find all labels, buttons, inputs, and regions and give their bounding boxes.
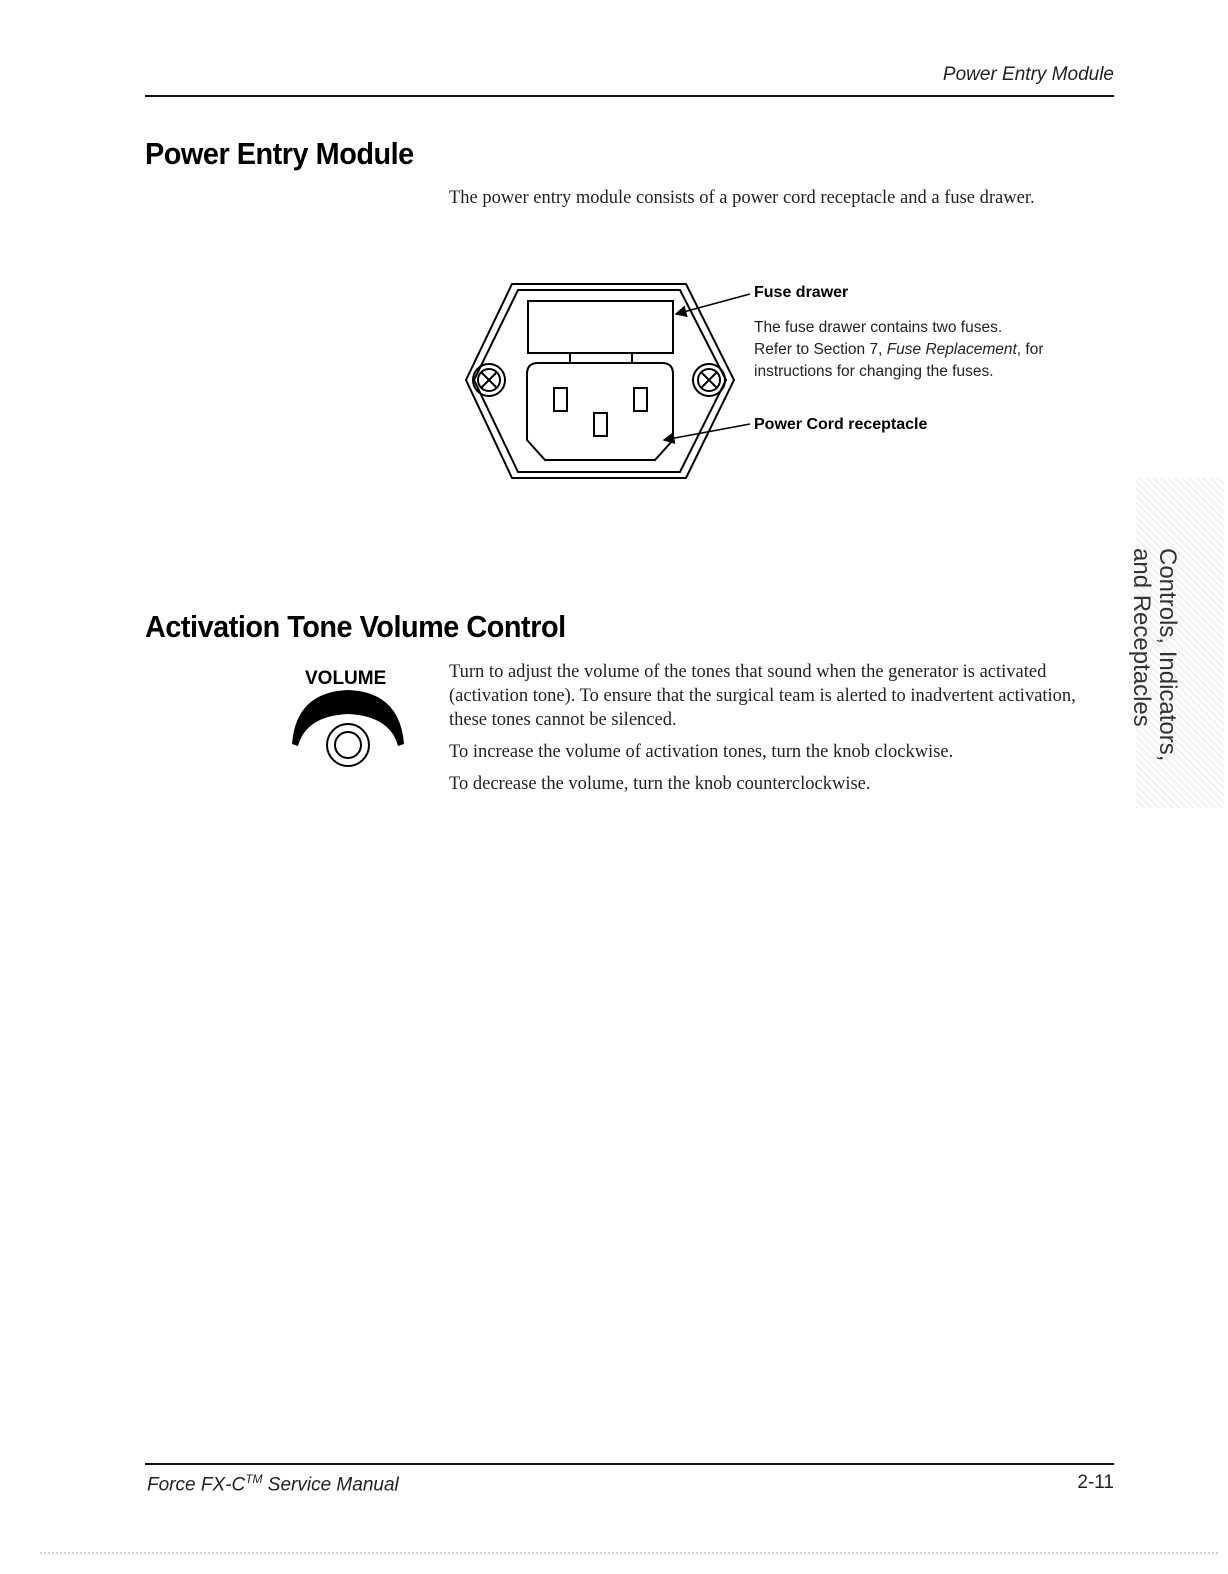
section-heading-power-entry: Power Entry Module xyxy=(145,136,414,171)
power-entry-intro: The power entry module consists of a power cord receptacle and a fuse drawer. xyxy=(449,188,1035,208)
footer-manual-title xyxy=(147,1472,399,1496)
scan-edge xyxy=(40,1552,1220,1554)
volume-para-increase: To increase the volume of activation tones, turn the knob clockwise. xyxy=(449,742,954,762)
fuse-callout-line xyxy=(754,339,1074,361)
power-cord-receptacle-callout: Power Cord receptacle xyxy=(754,416,928,433)
volume-knob-label: VOLUME xyxy=(305,668,387,689)
fuse-callout-line: The fuse drawer contains two fuses. xyxy=(754,319,1003,336)
trademark-mark: TM xyxy=(245,1472,263,1486)
fuse-callout-text: Refer to Section 7, xyxy=(754,341,887,358)
fuse-drawer xyxy=(528,301,673,363)
section-heading-volume-control: Activation Tone Volume Control xyxy=(145,609,566,644)
volume-para-decrease: To decrease the volume, turn the knob counterclockwise. xyxy=(449,774,871,794)
volume-description xyxy=(449,660,1099,796)
volume-knob-icon xyxy=(290,690,406,770)
volume-para-adjust: Turn to adjust the volume of the tones that sound when the generator is activated (activation tone). To ensure that the surgical team is alerted to inadvertent activation, these tones cannot be silenced. xyxy=(449,662,1076,730)
power-entry-module-diagram xyxy=(460,275,760,490)
header-rule xyxy=(145,95,1114,97)
page-number: 2-11 xyxy=(1077,1472,1114,1493)
receptacle-pointer xyxy=(664,424,750,440)
fuse-callout-line: instructions for changing the fuses. xyxy=(754,363,994,380)
footer-title-text: Service Manual xyxy=(262,1474,399,1496)
side-tab-line: Controls, Indicators, xyxy=(1154,548,1181,762)
fuse-drawer-callout-text xyxy=(754,317,1074,383)
left-screw-icon xyxy=(473,364,505,396)
right-screw-icon xyxy=(693,364,725,396)
fuse-replacement-reference: Fuse Replacement xyxy=(886,341,1017,358)
power-cord-receptacle xyxy=(527,363,673,460)
footer-title-text: Force FX-C xyxy=(147,1474,246,1496)
footer-rule xyxy=(145,1463,1114,1465)
chapter-side-tab-label xyxy=(1128,548,1180,761)
fuse-callout-text: , for xyxy=(1016,341,1044,358)
running-header: Power Entry Module xyxy=(942,64,1114,85)
side-tab-line: and Receptacles xyxy=(1128,548,1155,727)
fuse-drawer-callout-title: Fuse drawer xyxy=(754,284,849,301)
